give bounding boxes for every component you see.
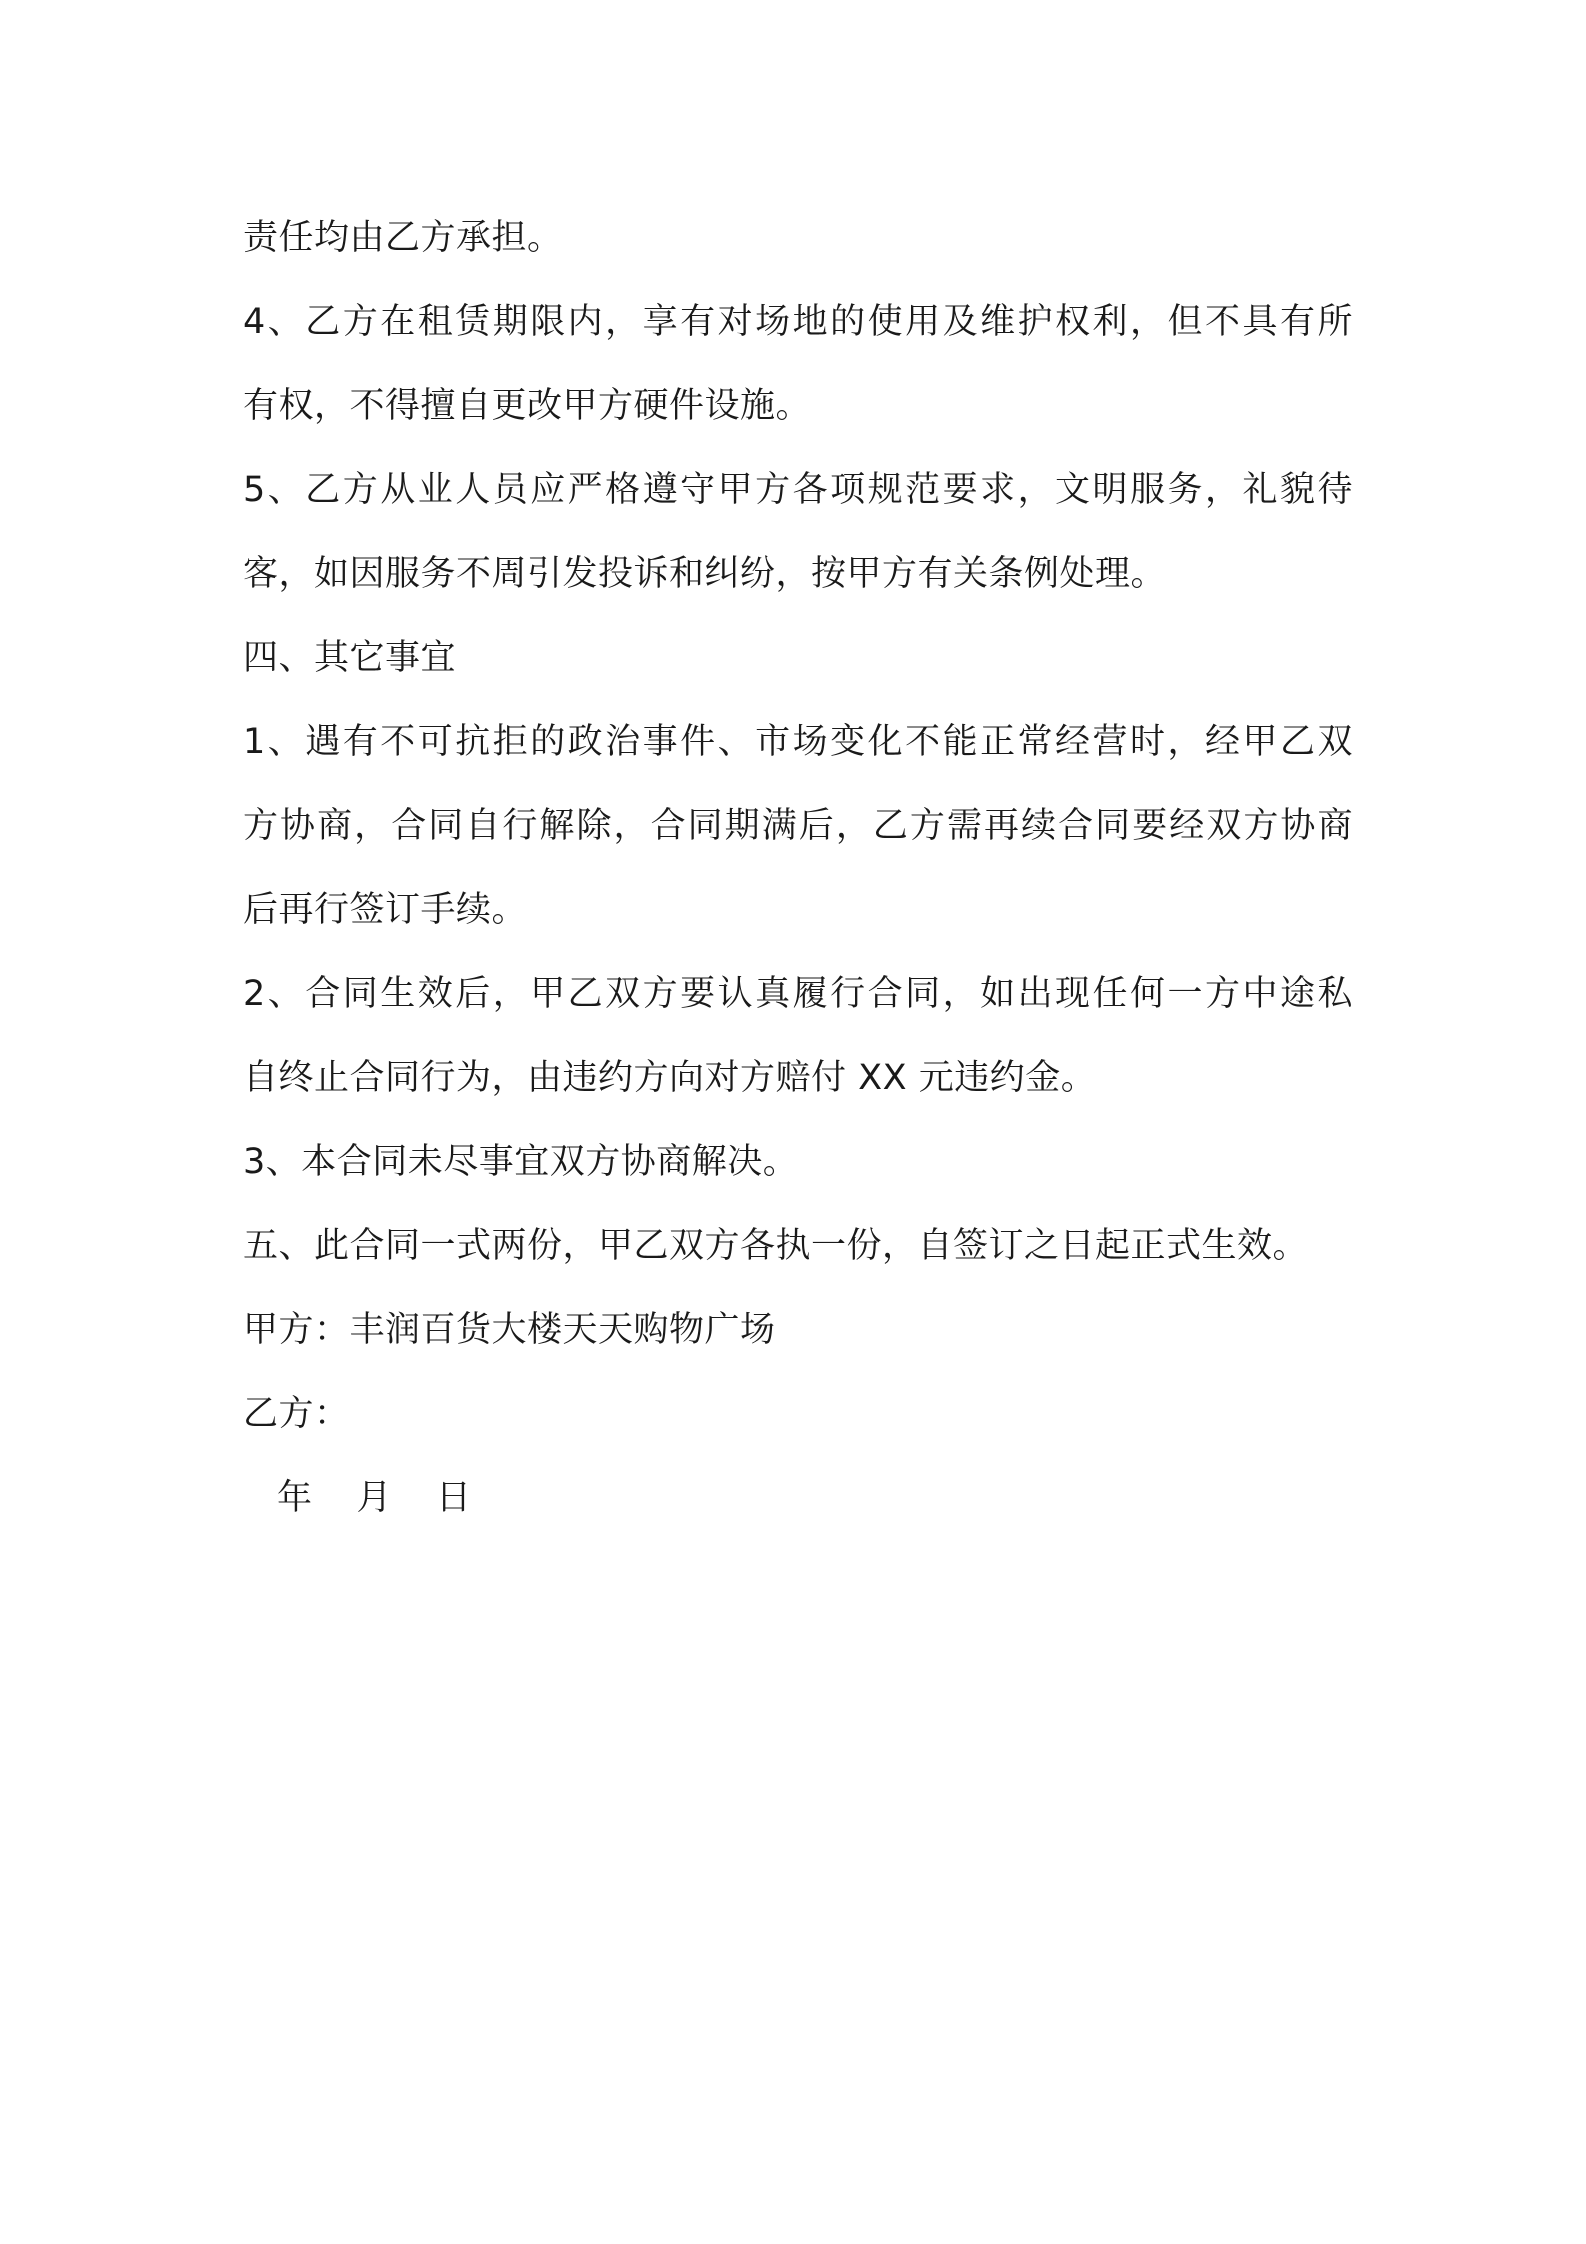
paragraph-line: 3、本合同未尽事宜双方协商解决。 (243, 1142, 799, 1182)
paragraph-line: 5、乙方从业人员应严格遵守甲方各项规范要求，文明服务，礼貌待 (243, 470, 1353, 510)
paragraph-line: 方协商，合同自行解除，合同期满后，乙方需再续合同要经双方协商 (243, 806, 1353, 846)
paragraph-line: 后再行签订手续。 (243, 890, 528, 930)
party-b-line: 乙方： (243, 1394, 350, 1434)
paragraph-line: 客，如因服务不周引发投诉和纠纷，按甲方有关条例处理。 (243, 554, 1167, 594)
paragraph-line: 有权，不得擅自更改甲方硬件设施。 (243, 386, 812, 426)
date-month: 月 (356, 1478, 393, 1518)
paragraph-line: 2、合同生效后，甲乙双方要认真履行合同，如出现任何一方中途私 (243, 974, 1353, 1014)
paragraph-line: 责任均由乙方承担。 (243, 218, 563, 258)
paragraph-line: 4、乙方在租赁期限内，享有对场地的使用及维护权利，但不具有所 (243, 302, 1353, 342)
section-heading: 四、其它事宜 (243, 638, 457, 678)
contract-body (243, 196, 1353, 1540)
date-year: 年 (277, 1478, 313, 1518)
paragraph-line: 自终止合同行为，由违约方向对方赔付 XX 元违约金。 (243, 1058, 1097, 1098)
date-day: 日 (436, 1478, 472, 1518)
paragraph-line: 1、遇有不可抗拒的政治事件、市场变化不能正常经营时，经甲乙双 (243, 722, 1353, 762)
date-line (243, 1456, 1353, 1540)
party-a-line: 甲方：丰润百货大楼天天购物广场 (243, 1310, 776, 1350)
paragraph-line: 五、此合同一式两份，甲乙双方各执一份，自签订之日起正式生效。 (243, 1226, 1309, 1266)
